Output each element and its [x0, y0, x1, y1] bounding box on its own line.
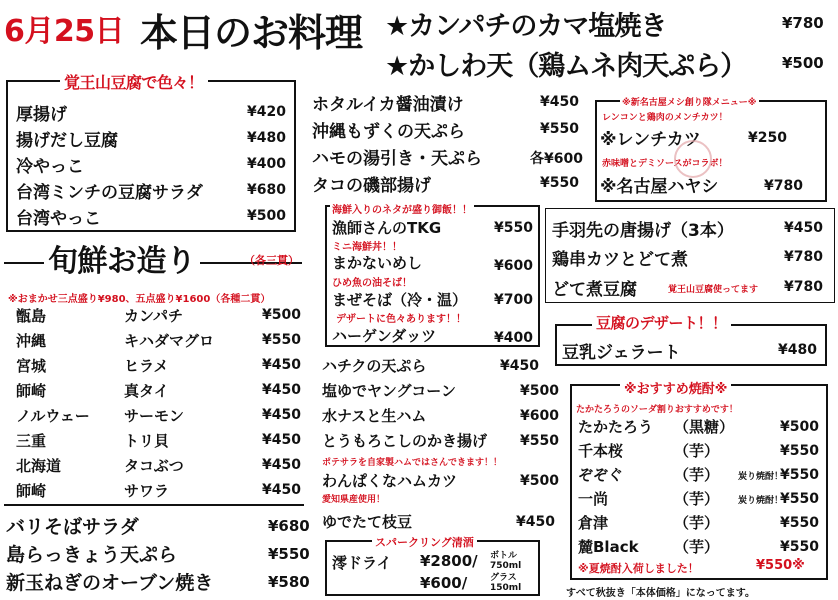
- nagoya-price: ¥780: [764, 178, 803, 194]
- sparkling-title: スパークリング清酒: [372, 534, 477, 550]
- sparkling-size-glass: グラス150ml: [490, 573, 522, 593]
- dessert-name: 豆乳ジェラート: [562, 343, 681, 363]
- sashimi-origin: 師崎: [16, 482, 47, 500]
- shochu-type: （芋）: [674, 490, 720, 508]
- nagoya-item: ※レンチカツ: [600, 130, 701, 150]
- nagoya-note: レンコンと鶏肉のメンチカツ！: [602, 113, 728, 123]
- bottom-item: バリそばサラダ: [6, 516, 139, 538]
- feature1-price: ¥780: [782, 14, 824, 32]
- sashimi-fish: サワラ: [124, 482, 170, 500]
- mid-item: ホタルイカ醤油漬け: [312, 95, 464, 115]
- bottom-item: 新玉ねぎのオーブン焼き: [6, 572, 214, 594]
- shochu-name: 千本桜: [578, 442, 624, 460]
- shochu-new-price: ¥550※: [756, 558, 805, 573]
- sparkling-size-bottle: ボトル750ml: [490, 551, 522, 571]
- bottom-price: ¥580: [268, 573, 310, 591]
- right-mid-price: ¥450: [784, 220, 823, 236]
- bottom-price: ¥550: [268, 545, 310, 563]
- tofu-price: ¥480: [247, 130, 286, 146]
- rice-price: ¥700: [494, 292, 533, 308]
- sashimi-fish: カンパチ: [124, 307, 183, 325]
- sashimi-price: ¥550: [262, 332, 301, 348]
- mid-bottom-item: わんぱくなハムカツ: [322, 472, 458, 490]
- nagoya-note: 赤味噌とデミソースがコラボ！: [602, 159, 728, 169]
- sashimi-price: ¥450: [262, 482, 301, 498]
- shochu-type: （芋）: [674, 442, 720, 460]
- shochu-price: ¥550: [780, 467, 819, 483]
- rice-note: デザートに色々あります！！: [336, 314, 466, 325]
- stamp-icon: [674, 140, 712, 178]
- shochu-price: ¥550: [780, 539, 819, 555]
- ham-note-2: 愛知県産使用！: [322, 495, 386, 505]
- shochu-name: たかたろう: [578, 418, 654, 436]
- rice-item: 漁師さんのTKG: [332, 219, 442, 237]
- mid-bottom-item: ハチクの天ぷら: [322, 357, 427, 375]
- sparkling-name: 澪ドライ: [332, 554, 392, 572]
- tofu-title: 覚王山豆腐で色々！: [60, 70, 208, 93]
- shochu-note-item: 炭り焼酎！: [738, 496, 784, 506]
- mid-bottom-item: 水ナスと生ハム: [322, 407, 427, 425]
- rice-item: まぜそば（冷・温）: [332, 291, 468, 309]
- sashimi-origin: 甑島: [16, 307, 47, 325]
- mid-bottom-item: 塩ゆでヤングコーン: [322, 382, 456, 400]
- sashimi-origin: ノルウェー: [16, 407, 90, 425]
- shochu-name: 麓Black: [578, 538, 639, 556]
- mid-item: ハモの湯引き・天ぷら: [312, 149, 482, 169]
- mid-bottom-price: ¥600: [520, 408, 559, 424]
- sashimi-price: ¥450: [262, 357, 301, 373]
- right-mid-price: ¥780: [784, 279, 823, 295]
- nagoya-price: ¥250: [748, 130, 787, 146]
- rice-price: ¥550: [494, 220, 533, 236]
- shochu-note-item: 炭り焼酎！: [738, 472, 784, 482]
- right-mid-note: 覚王山豆腐使ってます: [668, 285, 759, 295]
- feature1-name: ★カンパチのカマ塩焼き: [385, 11, 667, 42]
- mid-price: ¥550: [540, 121, 579, 137]
- shochu-price: ¥550: [780, 515, 819, 531]
- sashimi-note: ※おまかせ三点盛り¥980、五点盛り¥1600（各種二貫）: [8, 294, 271, 305]
- date-label: 6月25日: [4, 14, 125, 49]
- mid-bottom-price: ¥500: [520, 383, 559, 399]
- sashimi-origin: 北海道: [16, 457, 62, 475]
- tofu-price: ¥400: [247, 156, 286, 172]
- sparkling-price-glass: ¥600/: [420, 574, 468, 592]
- rice-note: ひめ魚の油そば！: [332, 278, 412, 289]
- mid-bottom-price: ¥450: [500, 358, 539, 374]
- sashimi-origin: 宮城: [16, 357, 47, 375]
- tofu-item: 冷やっこ: [16, 157, 84, 177]
- sashimi-price: ¥450: [262, 432, 301, 448]
- sashimi-fish: 真タイ: [124, 382, 169, 400]
- mid-item: 沖縄もずくの天ぷら: [312, 122, 465, 142]
- sashimi-fish: キハダマグロ: [124, 332, 215, 350]
- tofu-price: ¥500: [247, 208, 286, 224]
- shochu-name: 倉津: [578, 514, 609, 532]
- right-mid-item: 手羽先の唐揚げ（3本）: [552, 221, 734, 241]
- tofu-price: ¥680: [247, 182, 286, 198]
- bottom-price: ¥680: [268, 517, 310, 535]
- sashimi-title-note: （各三貫）: [244, 254, 299, 267]
- sparkling-price-bottle: ¥2800/: [420, 552, 478, 570]
- nagoya-title: ※新名古屋メシ創り隊メニュー※: [620, 95, 759, 108]
- shochu-new-arrival: ※夏焼酎入荷しました！: [578, 562, 699, 575]
- shochu-type: （芋）: [674, 514, 720, 532]
- tofu-item: 揚げだし豆腐: [16, 131, 118, 151]
- mid-item: タコの磯部揚げ: [312, 176, 431, 196]
- tofu-item: 台湾やっこ: [16, 209, 101, 229]
- feature2-name: ★かしわ天（鶏ムネ肉天ぷら）: [385, 51, 747, 82]
- tofu-item: 台湾ミンチの豆腐サラダ: [16, 183, 203, 203]
- sashimi-price: ¥450: [262, 382, 301, 398]
- mid-bottom-price: ¥550: [520, 433, 559, 449]
- dessert-price: ¥480: [778, 342, 817, 358]
- sashimi-fish: ヒラメ: [124, 357, 169, 375]
- shochu-footer: すべて秋抜き「本体価格」になってます。: [566, 588, 755, 599]
- sashimi-price: ¥450: [262, 407, 301, 423]
- mid-bottom-price: ¥450: [516, 514, 555, 530]
- shochu-type: （芋）: [674, 538, 720, 556]
- ham-note: ポテサラを自家製ハムではさんできます！！: [322, 458, 503, 468]
- mid-bottom-item: とうもろこしのかき揚げ: [322, 432, 488, 450]
- rice-price: ¥600: [494, 258, 533, 274]
- shochu-name: ぞぞぐ: [578, 466, 624, 484]
- sashimi-fish: トリ貝: [124, 432, 170, 450]
- rice-item: ハーゲンダッツ: [332, 327, 437, 345]
- sashimi-origin: 三重: [16, 432, 47, 450]
- mid-price: ¥450: [540, 94, 579, 110]
- sashimi-origin: 沖縄: [16, 332, 47, 350]
- dessert-title: 豆腐のデザート！！: [592, 312, 731, 333]
- tofu-price: ¥420: [247, 104, 286, 120]
- shochu-price: ¥500: [780, 419, 819, 435]
- shochu-name: 一尚: [578, 490, 609, 508]
- right-mid-item: どて煮豆腐: [552, 280, 637, 300]
- shochu-note: たかたろうのソーダ割りおすすめです！: [576, 405, 738, 415]
- mid-price: ¥550: [540, 175, 579, 191]
- tofu-item: 厚揚げ: [16, 105, 67, 125]
- shochu-type: （芋）: [674, 466, 720, 484]
- sashimi-origin: 師崎: [16, 382, 47, 400]
- sashimi-price: ¥500: [262, 307, 301, 323]
- sashimi-fish: サーモン: [124, 407, 185, 425]
- right-mid-price: ¥780: [784, 249, 823, 265]
- rice-price: ¥400: [494, 330, 533, 346]
- shochu-title: ※おすすめ焼酎※: [620, 378, 731, 397]
- mid-price: 各¥600: [530, 151, 583, 167]
- bottom-item: 島らっきょう天ぷら: [6, 544, 178, 566]
- sashimi-bottom-line: [4, 504, 304, 506]
- right-mid-item: 鶏串カツとどて煮: [552, 250, 688, 270]
- rice-note: 海鮮入りのネタが盛り御飯！！: [330, 201, 474, 216]
- nagoya-item: ※名古屋ハヤシ: [600, 177, 719, 197]
- page-title: 本日のお料理: [140, 11, 363, 55]
- shochu-price: ¥550: [780, 491, 819, 507]
- rice-item: まかないめし: [332, 254, 423, 272]
- sashimi-title: 旬鮮お造り: [44, 236, 200, 280]
- mid-bottom-price: ¥500: [520, 473, 559, 489]
- shochu-price: ¥550: [780, 443, 819, 459]
- rice-note: ミニ海鮮丼！！: [332, 242, 402, 253]
- sashimi-fish: タコぶつ: [124, 457, 184, 475]
- shochu-type: （黒糖）: [674, 418, 735, 436]
- sashimi-price: ¥450: [262, 457, 301, 473]
- mid-bottom-item: ゆでたて枝豆: [322, 513, 413, 531]
- feature2-price: ¥500: [782, 54, 824, 72]
